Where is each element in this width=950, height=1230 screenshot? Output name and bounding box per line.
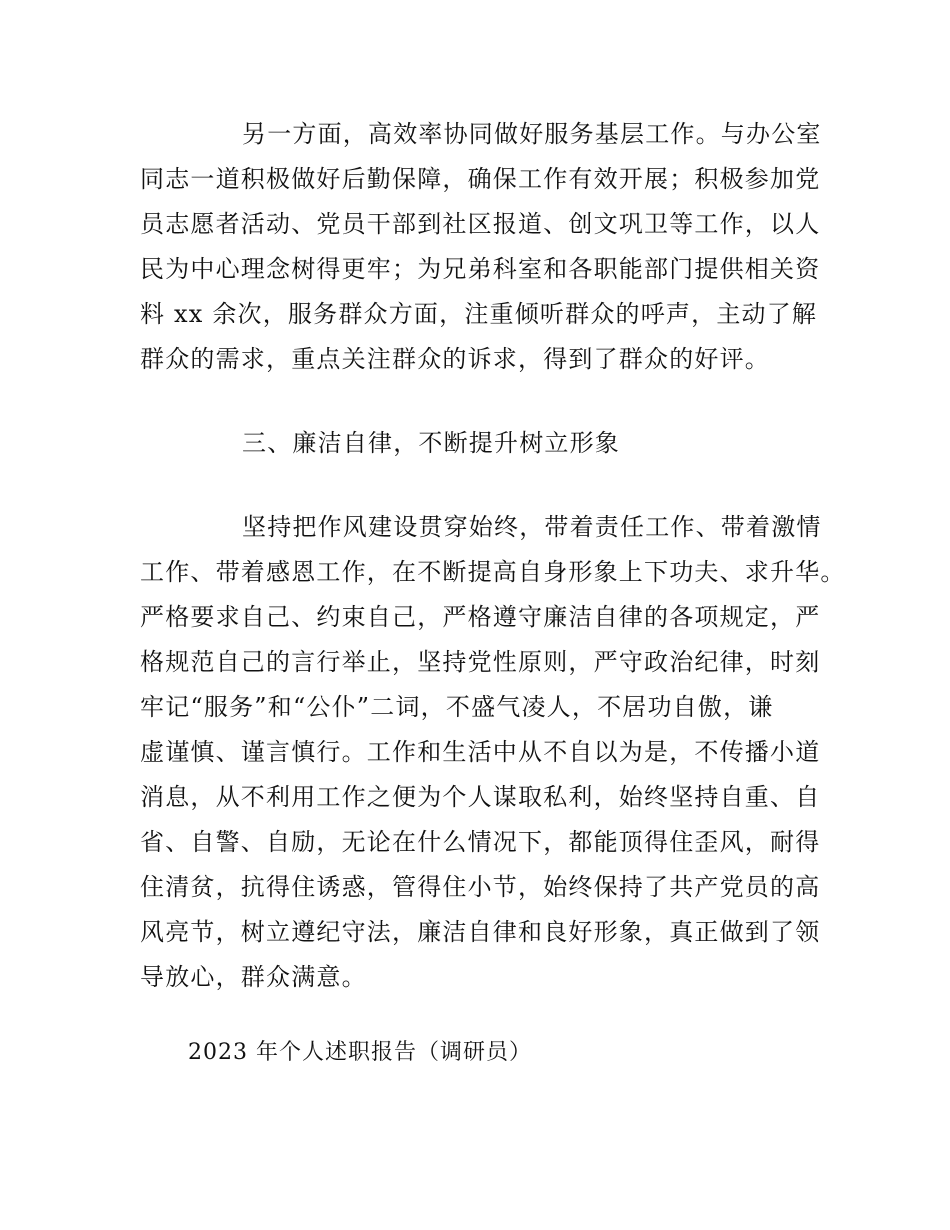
paragraph-line: 虚谨慎、谨言慎行。工作和生活中从不自以为是，不传播小道 [140,738,821,766]
paragraph-line: 严格要求自己、约束自己，严格遵守廉洁自律的各项规定，严 [140,603,821,631]
paragraph-line: 住清贫，抗得住诱惑，管得住小节，始终保持了共产党员的高 [140,873,821,901]
paragraph-line: 坚持把作风建设贯穿始终，带着责任工作、带着激情 [242,513,822,541]
paragraph-line: 牢记“服务”和“公仆”二词，不盛气凌人，不居功自傲，谦 [140,693,774,721]
paragraph-line: 员志愿者活动、党员干部到社区报道、创文巩卫等工作，以人 [140,210,821,238]
paragraph-line: 工作、带着感恩工作，在不断提高自身形象上下功夫、求升华。 [140,558,846,586]
paragraph-line: 民为中心理念树得更牢；为兄弟科室和各职能部门提供相关资 [140,255,821,283]
paragraph-line: 群众的需求，重点关注群众的诉求，得到了群众的好评。 [140,345,770,373]
paragraph-line: 风亮节，树立遵纪守法，廉洁自律和良好形象，真正做到了领 [140,918,821,946]
paragraph-line: 省、自警、自励，无论在什么情况下，都能顶得住歪风，耐得 [140,828,821,856]
paragraph-line: 另一方面，高效率协同做好服务基层工作。与办公室 [242,120,822,148]
paragraph-service-grassroots [140,112,822,382]
paragraph-line: 料 xx 余次，服务群众方面，注重倾听群众的呼声，主动了解 [140,300,818,328]
next-document-title: 2023 年个人述职报告（调研员） [188,1040,532,1065]
paragraph-line: 导放心，群众满意。 [140,963,367,991]
paragraph-integrity [140,505,846,1000]
section-heading-text: 三、廉洁自律，不断提升树立形象 [242,429,620,457]
paragraph-line: 格规范自己的言行举止，坚持党性原则，严守政治纪律，时刻 [140,648,821,676]
paragraph-line: 同志一道积极做好后勤保障，确保工作有效开展；积极参加党 [140,165,821,193]
paragraph-line: 消息，从不利用工作之便为个人谋取私利，始终坚持自重、自 [140,783,821,811]
section-heading [140,421,620,466]
